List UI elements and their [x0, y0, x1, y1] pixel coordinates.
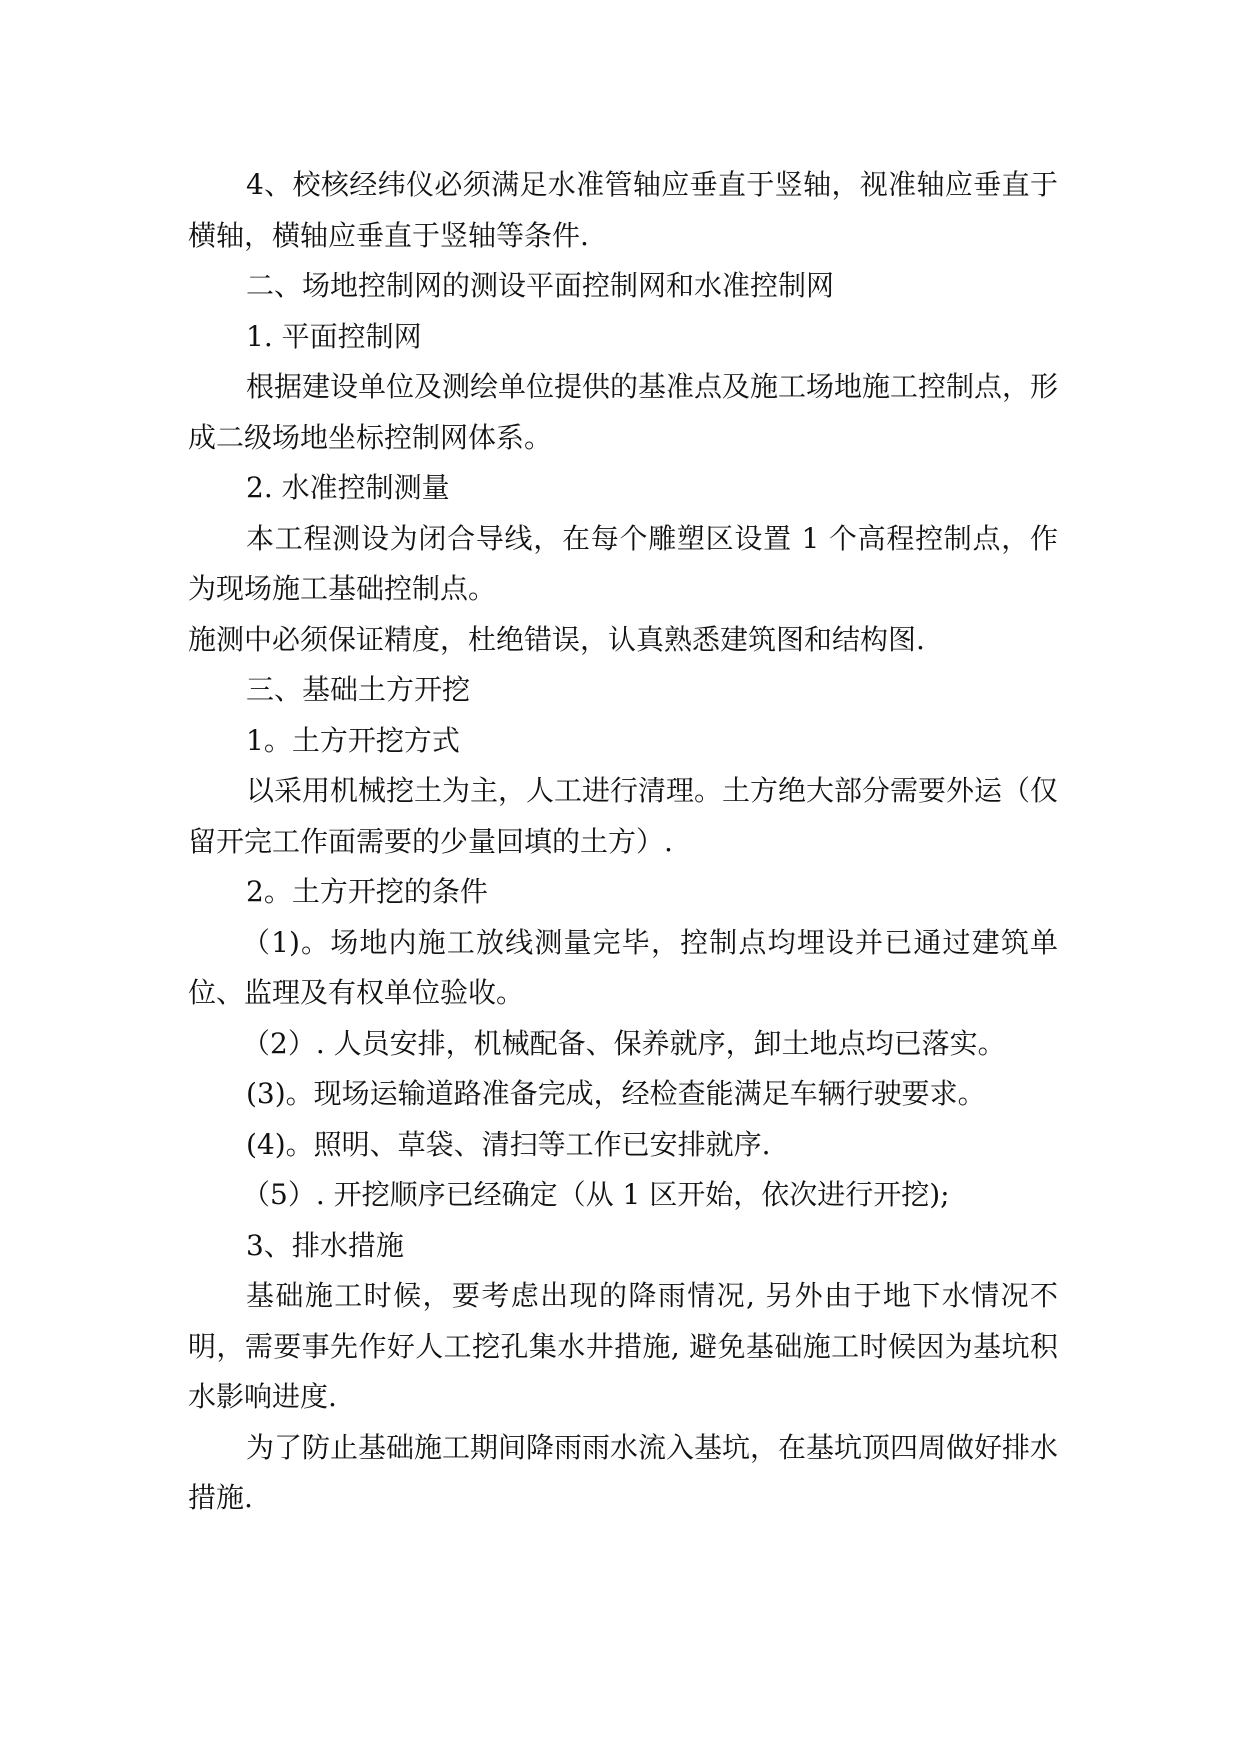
list-item-condition-4: (4)。照明、草袋、清扫等工作已安排就序.: [246, 1127, 771, 1161]
paragraph-drainage-pit-top: 为了防止基础施工期间降雨雨水流入基坑，在基坑顶四周做好排水措施.: [188, 1430, 1059, 1514]
heading-excavation-method: 1。土方开挖方式: [246, 723, 460, 757]
paragraph-excavation-method: 以采用机械挖土为主，人工进行清理。土方绝大部分需要外运（仅留开完工作面需要的少量回填的土方）.: [188, 774, 1059, 858]
paragraph-survey-accuracy: 施测中必须保证精度，杜绝错误，认真熟悉建筑图和结构图.: [188, 622, 925, 656]
heading-plane-control-network: 1. 平面控制网: [246, 319, 422, 353]
paragraph-plane-control-network: 根据建设单位及测绘单位提供的基准点及施工场地施工控制点，形成二级场地坐标控制网体系。: [188, 370, 1059, 454]
paragraph-drainage-rainfall: 基础施工时候，要考虑出现的降雨情况, 另外由于地下水情况不明，需要事先作好人工挖孔集水井措施, 避免基础施工时候因为基坑积水影响进度.: [188, 1279, 1058, 1413]
document-body: [188, 160, 1058, 1524]
list-item-condition-5: （5）. 开挖顺序已经确定（从 1 区开始，依次进行开挖);: [242, 1178, 950, 1211]
list-item-condition-1: （1)。场地内施工放线测量完毕，控制点均埋设并已通过建筑单位、监理及有权单位验收。: [188, 925, 1058, 1009]
heading-drainage-measures: 3、排水措施: [246, 1228, 404, 1262]
list-item-condition-2: （2）. 人员安排，机械配备、保养就序，卸土地点均已落实。: [242, 1026, 1006, 1060]
paragraph-level-control-survey: 本工程测设为闭合导线，在每个雕塑区设置 1 个高程控制点，作为现场施工基础控制点。: [188, 521, 1058, 605]
paragraph-theodolite-calibration: 4、校核经纬仪必须满足水准管轴应垂直于竖轴，视准轴应垂直于横轴，横轴应垂直于竖轴等条件.: [188, 168, 1058, 252]
heading-level-control-survey: 2. 水准控制测量: [246, 471, 450, 504]
heading-foundation-excavation: 三、基础土方开挖: [246, 673, 471, 706]
heading-excavation-conditions: 2。土方开挖的条件: [246, 875, 488, 908]
list-item-condition-3: (3)。现场运输道路准备完成，经检查能满足车辆行驶要求。: [246, 1077, 986, 1110]
heading-site-control-network: 二、场地控制网的测设平面控制网和水准控制网: [246, 269, 835, 302]
